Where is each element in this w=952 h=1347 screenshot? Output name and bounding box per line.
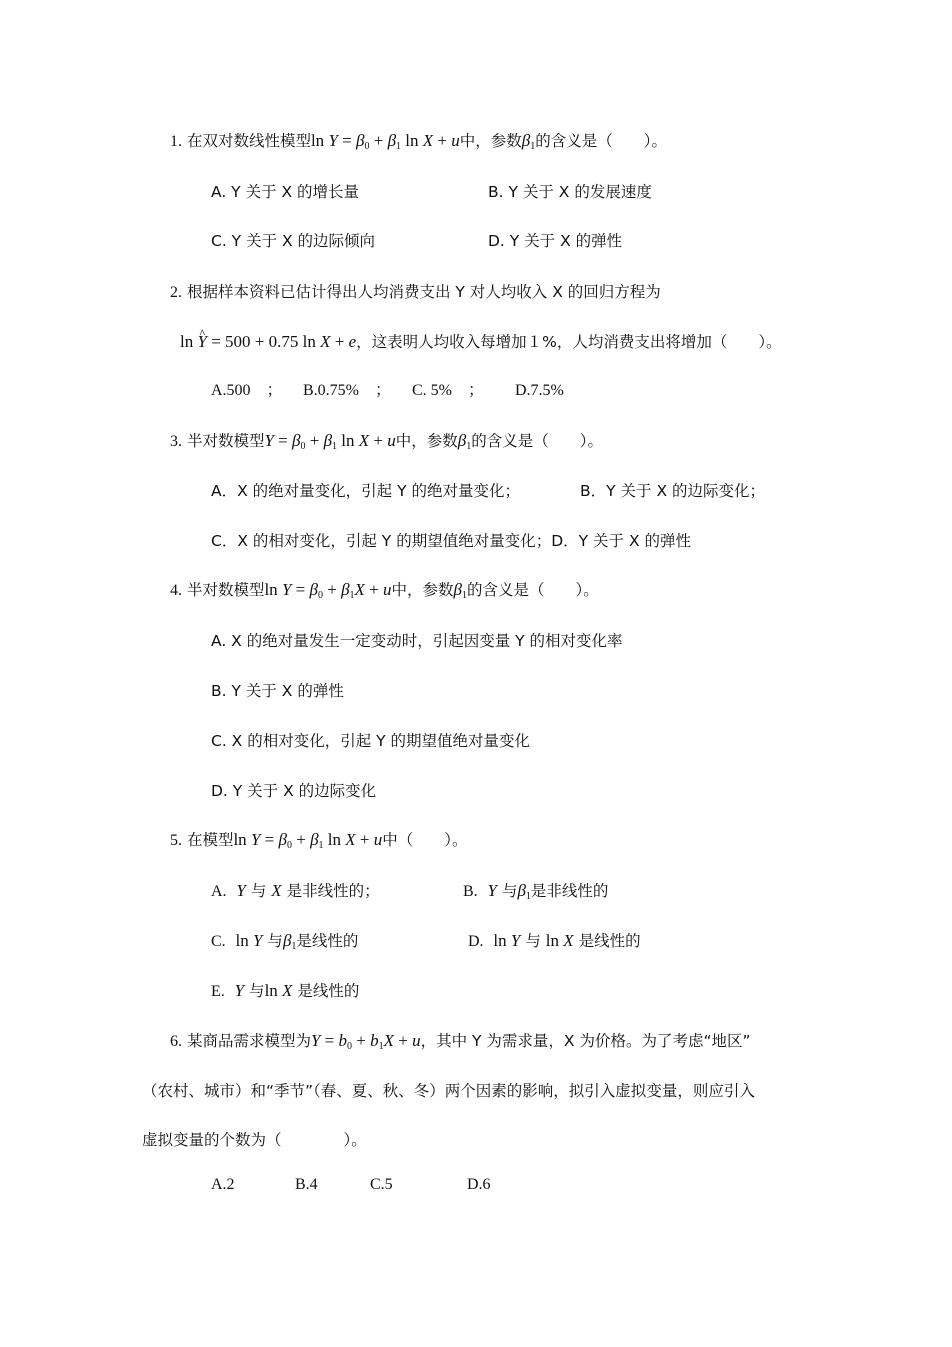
option-b	[463, 880, 608, 903]
option-text: 是非线性的	[530, 882, 609, 900]
option-b: B.4	[295, 1176, 318, 1193]
formula: $\beta_1$	[453, 580, 467, 601]
question-number: 1.	[170, 133, 182, 150]
option-c: C.5	[370, 1176, 393, 1193]
question-number: 2.	[170, 284, 182, 301]
formula: $Y = b_0 + b_1X + u$	[310, 1031, 421, 1052]
option-d: D.6	[467, 1176, 491, 1193]
question-text: 某商品需求模型为	[186, 1032, 311, 1050]
formula: Y	[236, 881, 246, 900]
question-6-line3: 虚拟变量的个数为（ ）。	[142, 1131, 367, 1149]
question-2	[170, 281, 661, 304]
option-cd: C．X 的相对变化，引起 Y 的期望值绝对量变化；D．Y 关于 X 的弹性	[211, 532, 691, 550]
option-text: 与	[267, 932, 283, 950]
option-text: 是线性的	[297, 982, 360, 1000]
option-c: C. X 的相对变化，引起 Y 的期望值绝对量变化	[211, 732, 531, 750]
question-4	[170, 579, 599, 602]
option-label: A.	[211, 883, 227, 900]
question-text: 中，参数	[391, 581, 454, 599]
question-text: 的含义是（ ）。	[471, 432, 604, 450]
option-a	[211, 880, 380, 903]
option-d: D.7.5%	[515, 382, 564, 399]
option-e	[211, 980, 359, 1003]
option-a: A. X 的绝对量发生一定变动时，引起因变量 Y 的相对变化率	[211, 632, 623, 650]
formula: ln Y	[493, 931, 521, 950]
question-text: ，这表明人均收入每增加１%，人均消费支出将增加（ ）。	[356, 333, 782, 351]
question-text: 在双对数线性模型	[186, 132, 311, 150]
option-text: 与	[501, 882, 518, 900]
formula: $\ln Y = \beta_0 + \beta_1$ ln X + u	[310, 131, 460, 152]
option-label: B.	[463, 883, 478, 900]
option-d: D. Y 关于 X 的边际变化	[211, 782, 377, 800]
question-text: 在模型	[186, 831, 234, 849]
option-b: B. Y 关于 X 的弹性	[211, 682, 344, 700]
question-text: 半对数模型	[186, 581, 265, 599]
option-a: A．X 的绝对量变化，引起 Y 的绝对量变化；	[211, 482, 520, 500]
formula: $\beta_1$	[517, 881, 531, 902]
option-c: C. Y 关于 X 的边际倾向	[211, 232, 376, 250]
question-number: 6.	[170, 1033, 182, 1050]
question-number: 5.	[170, 832, 182, 849]
question-6	[170, 1030, 751, 1053]
formula: ln ^ Y = 500 + 0.75 ln X + e	[180, 332, 356, 351]
formula: $\beta_1$	[282, 931, 297, 952]
option-text: 与	[249, 982, 265, 1000]
question-text: 的含义是（ ）。	[467, 581, 599, 599]
formula: ln X	[545, 931, 574, 950]
option-d	[468, 930, 641, 953]
formula: X	[271, 881, 282, 900]
question-text: 的含义是（ ）。	[535, 132, 667, 150]
option-text: 与	[525, 932, 541, 950]
option-label: D.	[468, 933, 484, 950]
question-text: 中，参数	[459, 132, 522, 150]
question-text: ，其中 Y 为需求量，X 为价格。为了考虑“地区”	[420, 1032, 751, 1050]
option-label: C.	[211, 933, 226, 950]
question-number: 4.	[170, 582, 182, 599]
formula: $\beta_1$	[457, 431, 472, 452]
formula: $\ln Y = \beta_0 + \beta_1$ ln X + u	[233, 830, 383, 851]
option-text: 是非线性的；	[286, 882, 380, 900]
option-b: B. Y 关于 X 的发展速度	[488, 183, 652, 201]
question-1	[170, 130, 667, 153]
formula: $\beta_1$	[521, 131, 536, 152]
formula: Y	[234, 981, 245, 1000]
option-c	[211, 930, 358, 953]
question-text: 中（ ）。	[382, 831, 468, 849]
formula: ln X	[264, 981, 293, 1000]
option-a: A.500 ；	[211, 382, 283, 399]
option-label: E.	[211, 983, 225, 1000]
question-2-line2	[180, 331, 782, 353]
question-number: 3.	[170, 433, 182, 450]
question-3	[170, 430, 603, 453]
formula: Y	[487, 881, 497, 900]
option-d: D. Y 关于 X 的弹性	[488, 232, 623, 250]
question-5	[170, 829, 468, 852]
option-text: 与	[250, 882, 267, 900]
option-text: 是线性的	[296, 932, 359, 950]
question-6-line2: （农村、城市）和“季节”（春、夏、秋、冬）两个因素的影响，拟引入虚拟变量，则应引入	[142, 1082, 755, 1100]
option-c: C. 5% ；	[412, 382, 485, 399]
question-text: 根据样本资料已估计得出人均消费支出 Y 对人均收入 X 的回归方程为	[186, 283, 661, 301]
formula: $\ln Y = \beta_0 + \beta_1X + u$	[264, 580, 392, 601]
formula: $Y = \beta_0 + \beta_1$ ln X + u	[264, 431, 396, 452]
option-b: B．Y 关于 X 的边际变化；	[580, 482, 766, 500]
option-a: A. Y 关于 X 的增长量	[211, 183, 360, 201]
option-text: 是线性的	[578, 932, 641, 950]
formula: ln Y	[235, 931, 263, 950]
option-b: B.0.75% ；	[303, 382, 392, 399]
question-text: 半对数模型	[186, 432, 265, 450]
question-text: 中，参数	[395, 432, 458, 450]
option-a: A.2	[211, 1176, 235, 1193]
